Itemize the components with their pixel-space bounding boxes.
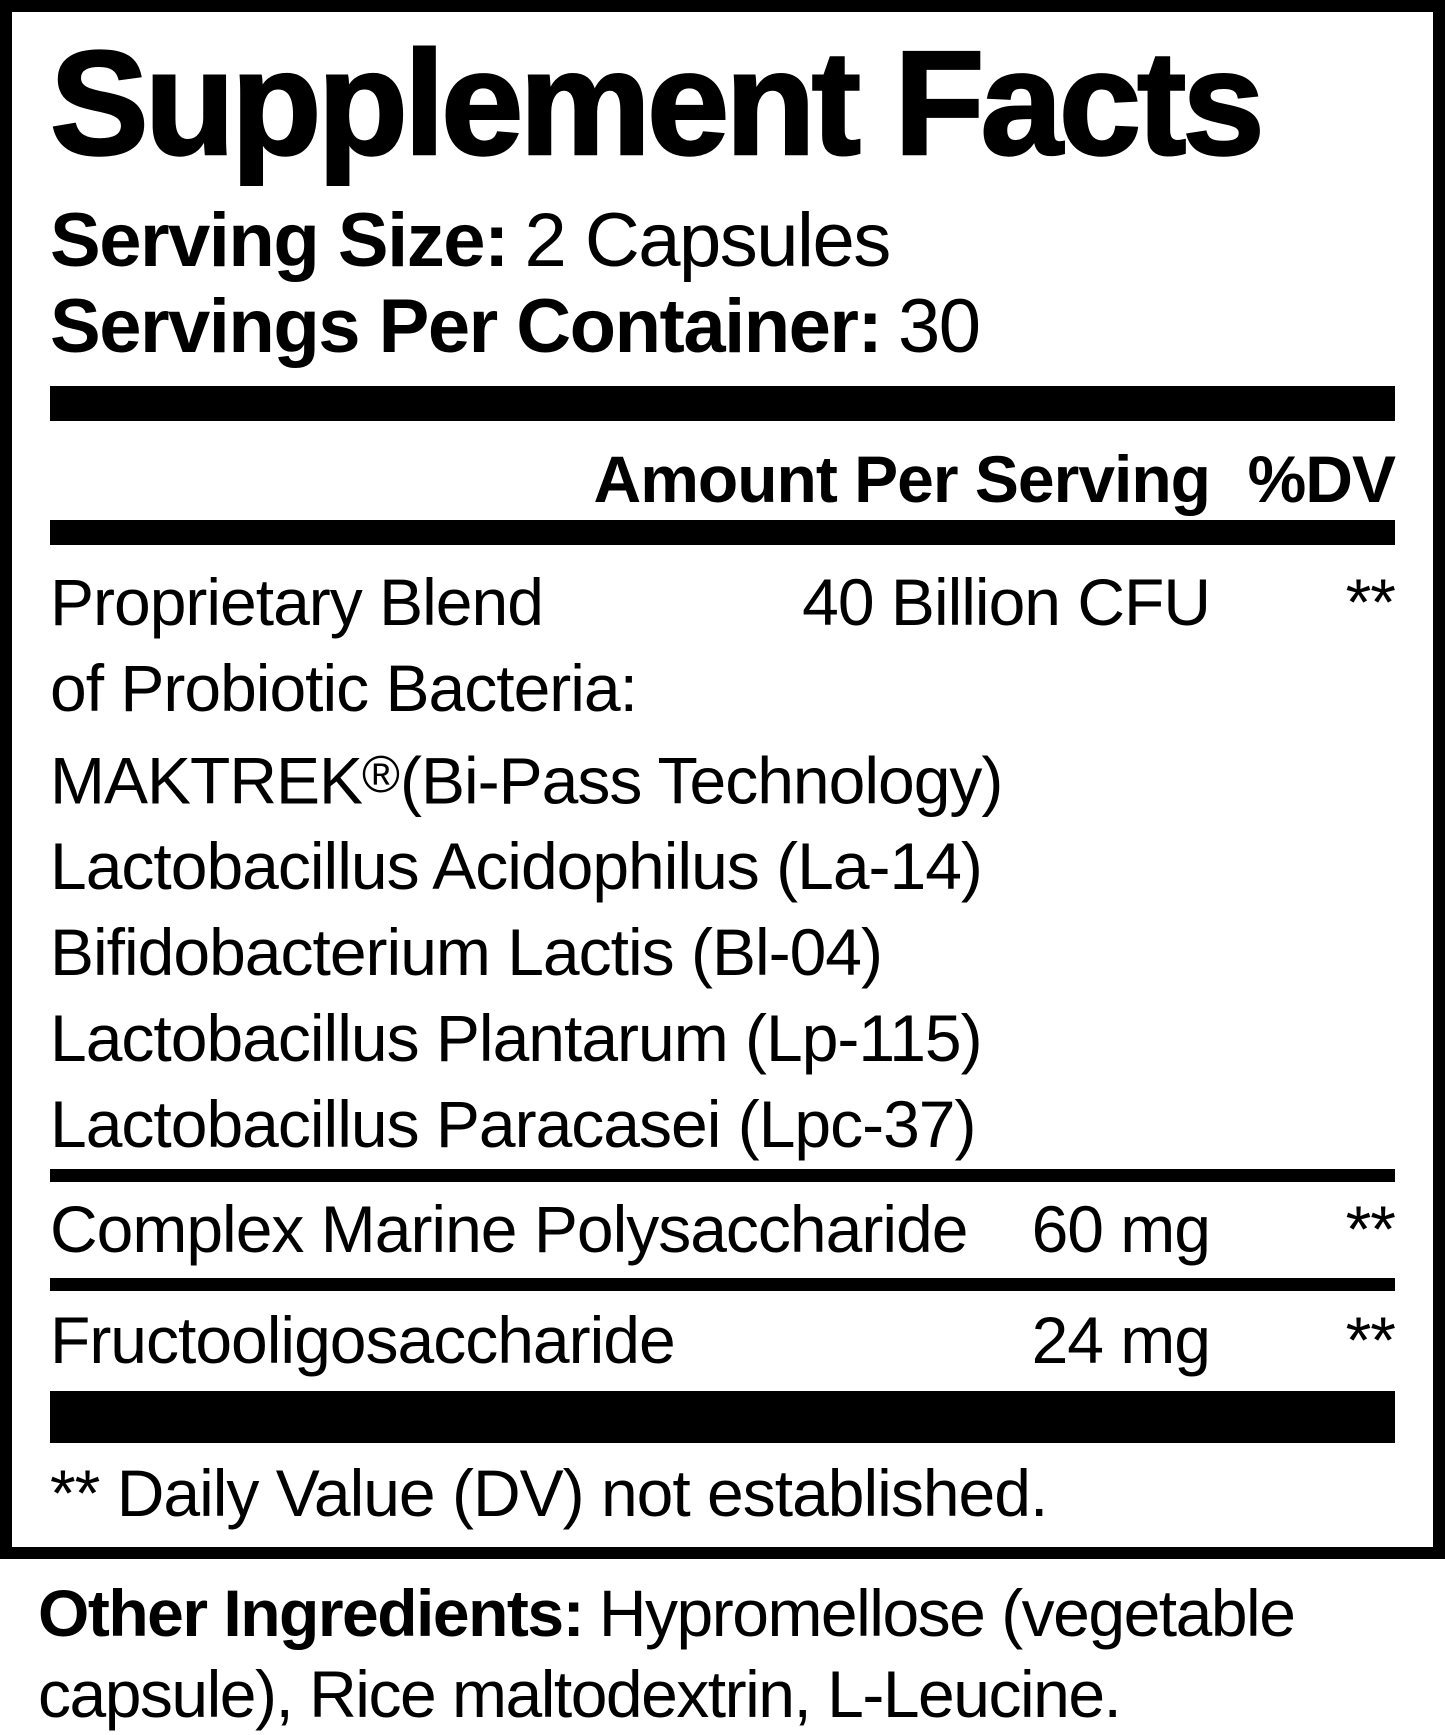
ingredient-amount: 60 mg [1031, 1192, 1210, 1267]
divider-bar-medium [50, 520, 1395, 545]
table-header-row [50, 442, 1395, 516]
divider-rule [50, 1278, 1395, 1291]
other-ingredients-section [0, 1573, 1445, 1735]
serving-info [50, 198, 1395, 370]
blend-amount: 40 Billion CFU [802, 565, 1210, 639]
blend-subline-bacteria: of Probiotic Bacteria: [50, 651, 637, 725]
ingredient-amount: 24 mg [1031, 1303, 1210, 1378]
serving-size-value: 2 Capsules [524, 198, 890, 283]
divider-rule [50, 1169, 1395, 1182]
blend-dv: ** [1345, 565, 1395, 639]
other-ingredients-line2: capsule), Rice maltodextrin, L-Leucine. [38, 1657, 1121, 1732]
divider-bar-heavy-top [50, 386, 1395, 421]
blend-subline-maktrek [50, 731, 1395, 823]
serving-size-label: Serving Size: [50, 198, 508, 283]
divider-bar-heavy-bottom [50, 1391, 1395, 1443]
proprietary-blend-section [50, 559, 1395, 1167]
blend-strain-paracasei: Lactobacillus Paracasei (Lpc-37) [50, 1087, 976, 1162]
servings-per-container-row [50, 284, 1395, 370]
ingredient-dv: ** [1345, 1303, 1395, 1378]
serving-size-row [50, 198, 1395, 284]
blend-strain-lactis: Bifidobacterium Lactis (Bl-04) [50, 915, 882, 990]
amount-per-serving-header: Amount Per Serving [593, 442, 1210, 516]
servings-per-container-label: Servings Per Container: [50, 284, 882, 369]
ingredient-row-complex-marine [50, 1186, 1395, 1272]
blend-strain-plantarum: Lactobacillus Plantarum (Lp-115) [50, 1001, 982, 1076]
dv-header: %DV [1247, 442, 1395, 516]
blend-row [50, 559, 1395, 645]
ingredient-dv: ** [1345, 1192, 1395, 1267]
maktrek-technology: (Bi-Pass Technology) [399, 743, 1003, 818]
blend-name: Proprietary Blend [50, 565, 543, 639]
other-ingredients-label: Other Ingredients: [38, 1576, 584, 1651]
ingredient-name: Fructooligosaccharide [50, 1303, 675, 1378]
ingredient-row-fructooligosaccharide [50, 1297, 1395, 1383]
dv-footnote: ** Daily Value (DV) not established. [50, 1456, 1048, 1531]
servings-per-container-value: 30 [898, 284, 980, 369]
ingredient-name: Complex Marine Polysaccharide [50, 1192, 968, 1267]
maktrek-brand: MAKTREK [50, 743, 363, 818]
other-ingredients-line1 [38, 1573, 1407, 1654]
other-ingredients-text-line1: Hypromellose (vegetable [598, 1576, 1295, 1651]
registered-trademark-icon: ® [362, 745, 400, 803]
blend-strain-acidophilus: Lactobacillus Acidophilus (La-14) [50, 829, 982, 904]
facts-title: Supplement Facts [50, 21, 1261, 186]
